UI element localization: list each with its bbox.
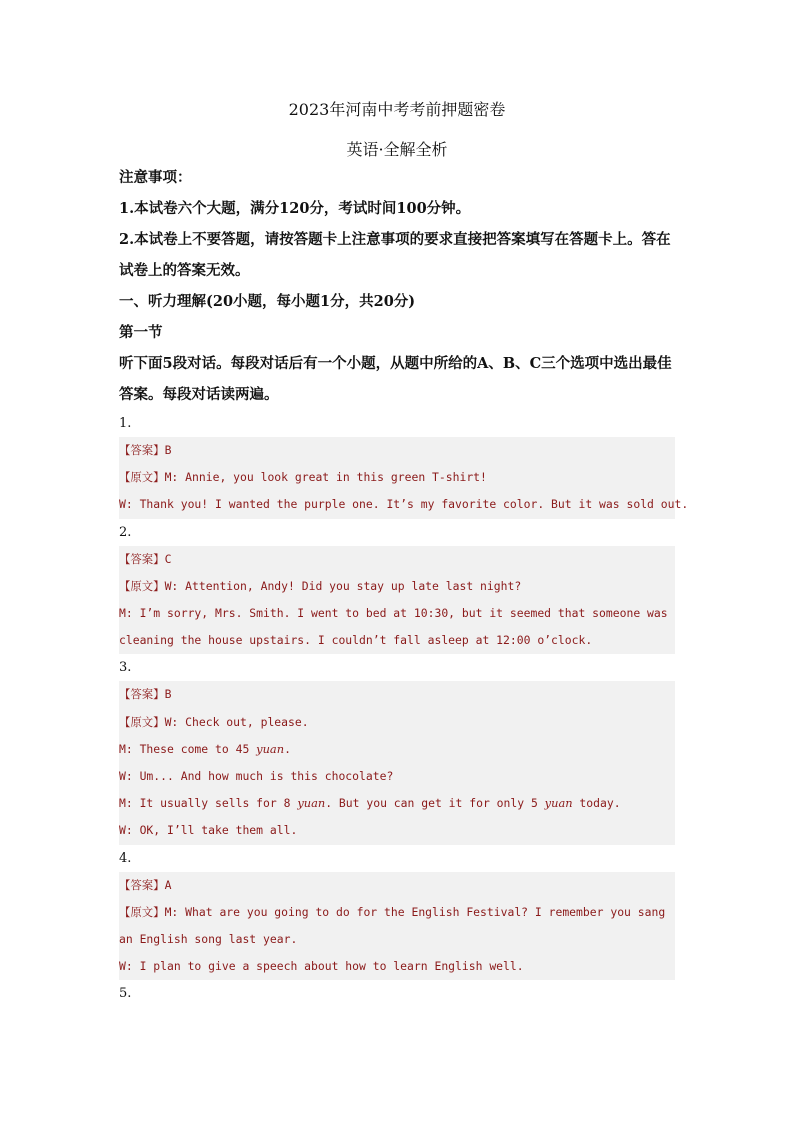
transcript-line <box>119 573 675 600</box>
section-part: 第一节 <box>119 324 163 341</box>
dialogue-line: M: Annie, you look great in this green T-shirt! <box>164 470 487 485</box>
dialogue-line: M: I’m sorry, Mrs. Smith. I went to bed at 10:30, but it seemed that someone was cleaning the house upstairs. I couldn’t fall asleep at 12:00 o’clock. <box>119 606 668 648</box>
transcript-line <box>119 464 675 491</box>
dialogue-text: today. <box>572 796 621 811</box>
dialogue-line: W: Um... And how much is this chocolate? <box>119 769 394 784</box>
page-title: 2023年河南中考考前押题密卷 <box>288 100 506 119</box>
answer-line: 【答案】B <box>119 443 172 457</box>
question-number: 5. <box>119 986 132 1002</box>
instruction-item-2: 2.本试卷上不要答题，请按答题卡上注意事项的要求直接把答案填写在答题卡上。答在试卷上的答案无效。 <box>119 231 671 279</box>
answer-box <box>119 546 675 655</box>
transcript-label: 【原文】 <box>119 470 165 485</box>
dialogue-line: M: What are you going to do for the English Festival? I remember you sang an English song last year. <box>119 904 666 947</box>
section-directions: 听下面5段对话。每段对话后有一个小题，从题中所给的A、B、C三个选项中选出最佳答案。每段对话读两遍。 <box>119 355 672 403</box>
question-number: 4. <box>119 850 132 866</box>
dialogue-line: W: Check out, please. <box>164 714 309 729</box>
answer-line: 【答案】C <box>119 551 172 566</box>
instructions-heading: 注意事项： <box>119 169 192 186</box>
answer-box <box>119 437 689 519</box>
transcript-line <box>119 709 675 736</box>
currency-word: yuan <box>297 796 326 811</box>
dialogue-text: . But you can get it for only 5 <box>325 796 545 811</box>
section-title: 一、听力理解(20小题，每小题1分，共20分) <box>119 293 416 310</box>
transcript-label: 【原文】 <box>119 904 165 919</box>
dialogue-text: M: It usually sells for 8 <box>119 796 298 811</box>
answer-box <box>119 681 675 844</box>
transcript-label: 【原文】 <box>119 714 165 729</box>
document-body <box>119 162 689 1007</box>
dialogue-text: . <box>284 741 291 756</box>
transcript-line <box>119 899 675 953</box>
question-number: 3. <box>119 660 132 676</box>
dialogue-text: M: These come to 45 <box>119 741 257 756</box>
dialogue-line <box>119 790 675 817</box>
dialogue-line <box>119 736 675 763</box>
dialogue-line: W: I plan to give a speech about how to learn English well. <box>119 959 524 974</box>
answer-line: 【答案】B <box>119 687 172 702</box>
question-number: 2. <box>119 524 132 540</box>
answer-line: 【答案】A <box>119 877 172 892</box>
instruction-item-1: 1.本试卷六个大题，满分120分，考试时间100分钟。 <box>119 200 471 217</box>
transcript-label: 【原文】 <box>119 578 165 593</box>
currency-word: yuan <box>544 796 573 811</box>
dialogue-line: W: Thank you! I wanted the purple one. It’s my favorite color. But it was sold out. <box>119 497 689 512</box>
dialogue-line: W: Attention, Andy! Did you stay up late last night? <box>164 578 522 593</box>
page-subtitle: 英语·全解全析 <box>346 140 448 159</box>
dialogue-line: W: OK, I’ll take them all. <box>119 823 298 838</box>
question-number: 1. <box>119 416 132 431</box>
currency-word: yuan <box>256 741 285 756</box>
answer-box <box>119 872 675 981</box>
